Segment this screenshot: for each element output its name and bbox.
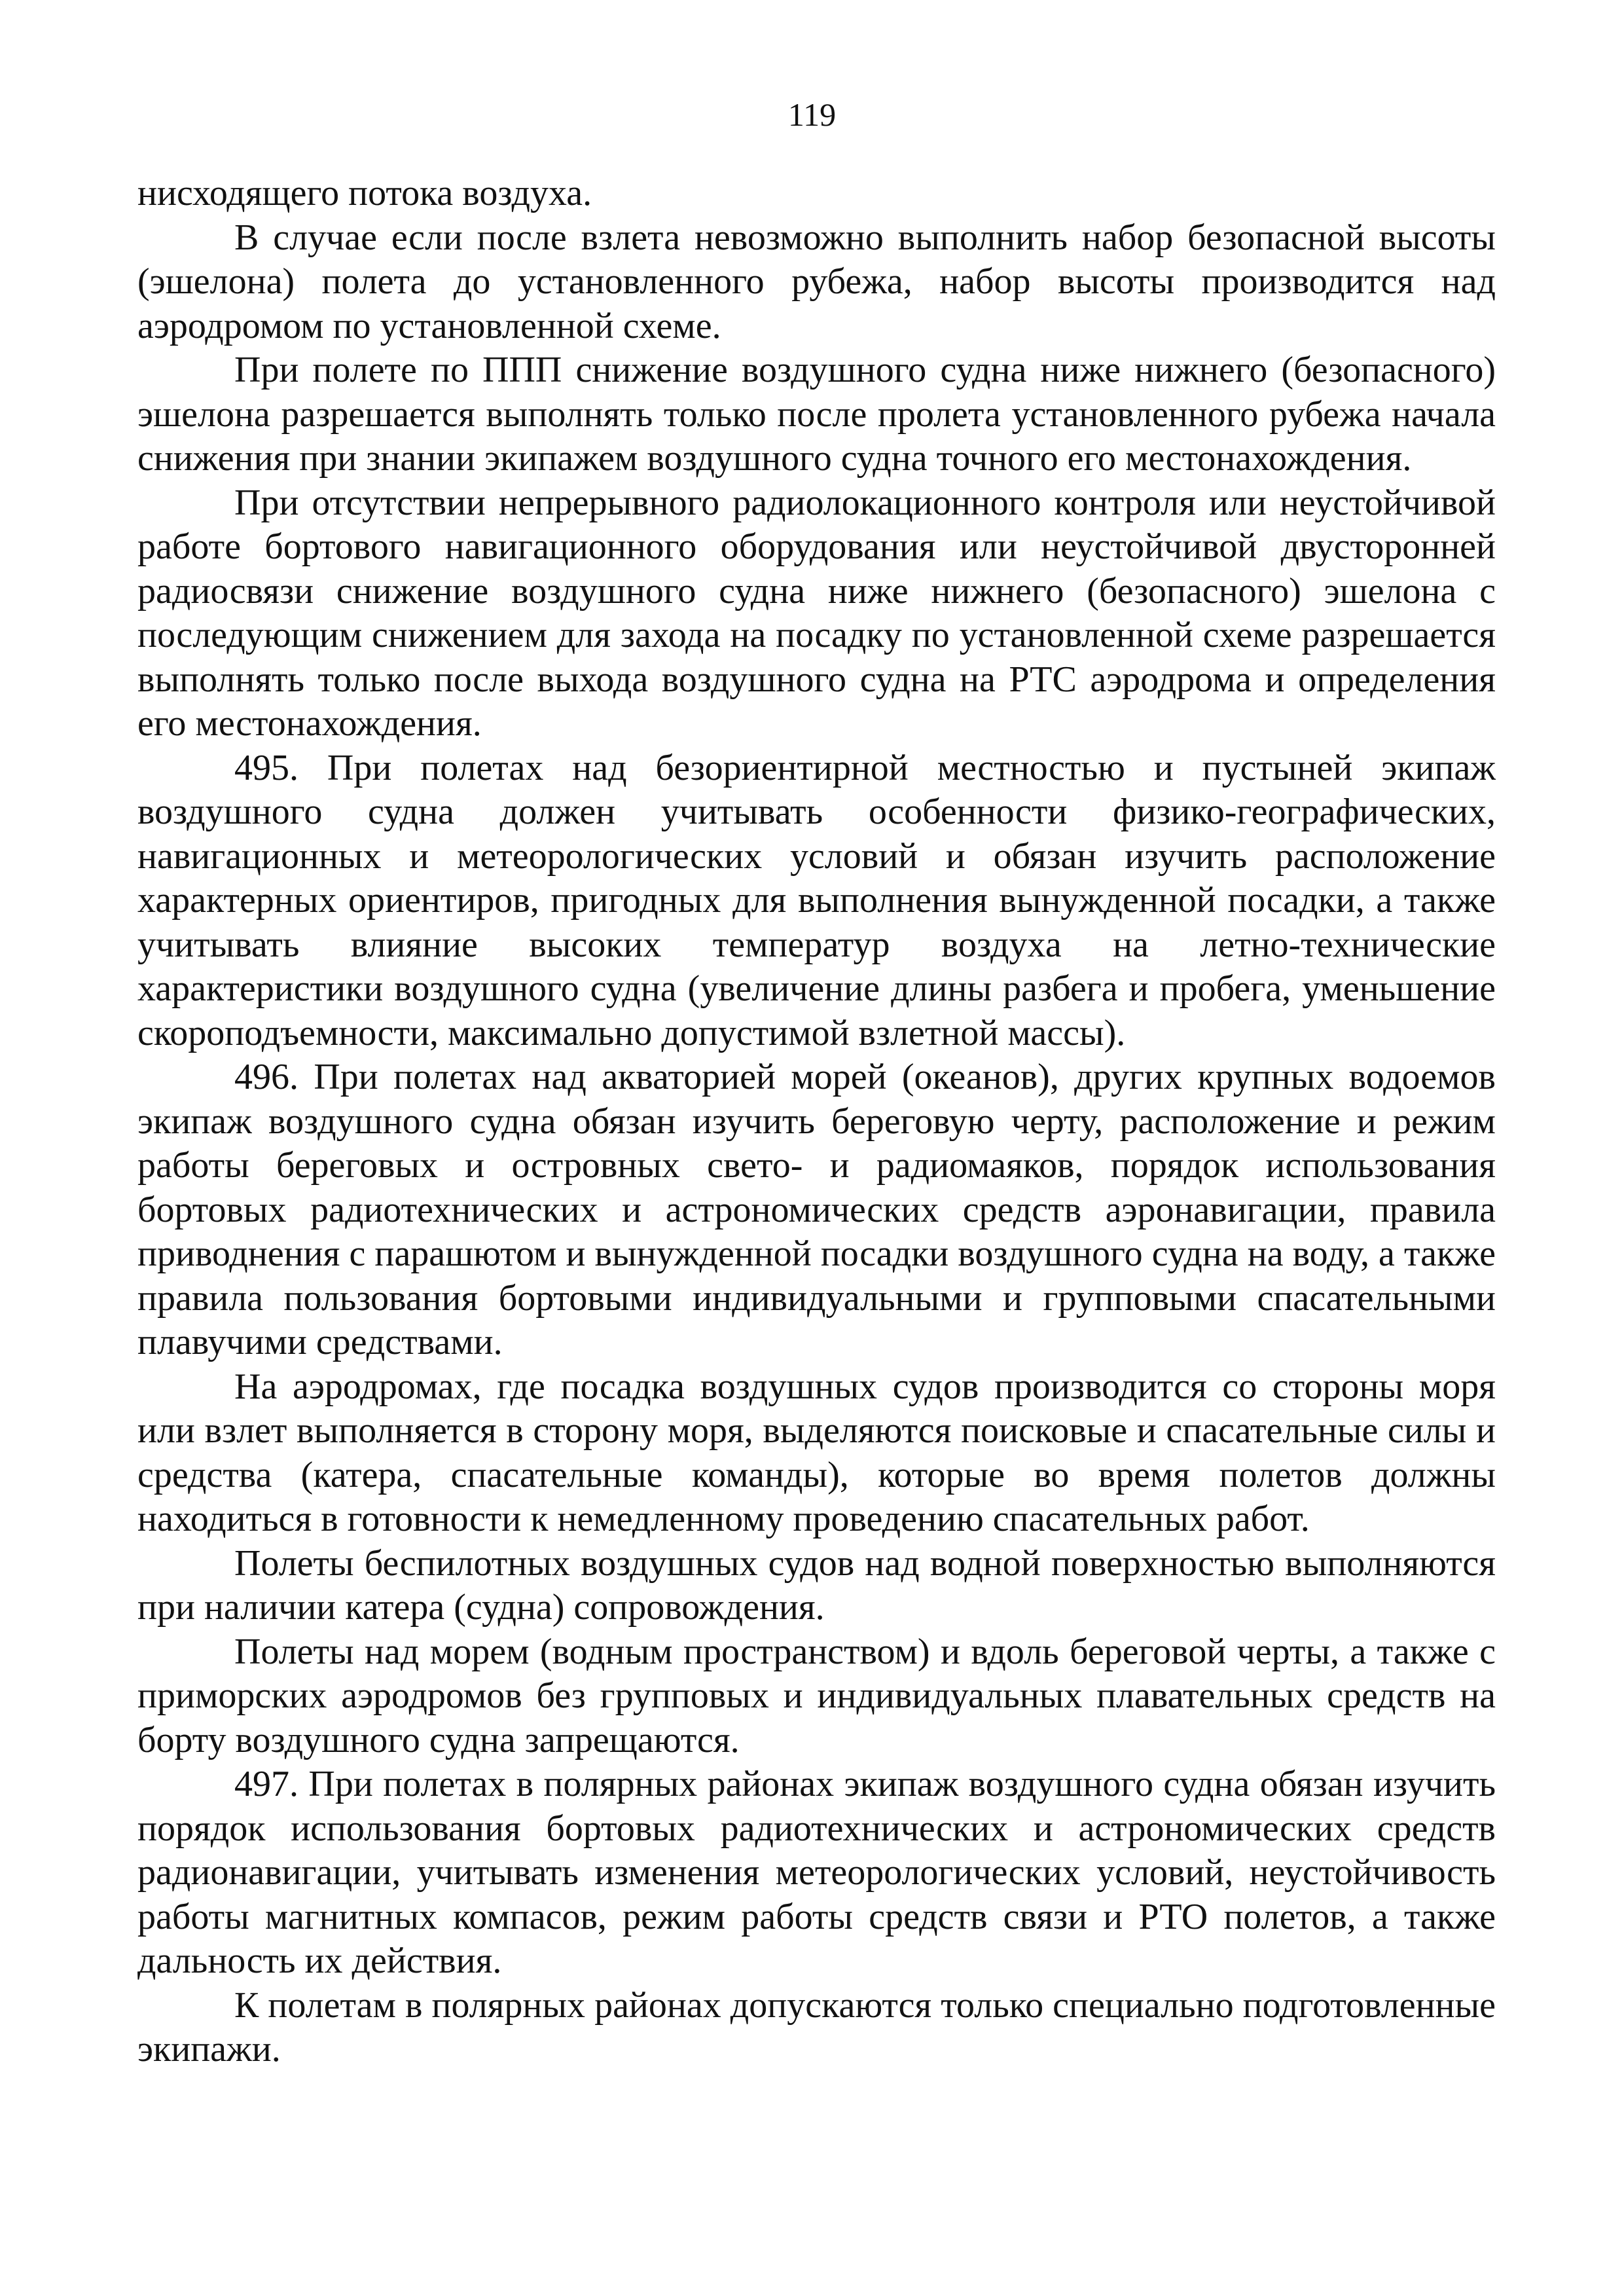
paragraph-4: При отсутствии непрерывного радиолокационного контроля или неустойчивой работе бортового навигационного оборудования или неустойчивой двусторонней радиосвязи снижение воздушного судна ниже нижнего (безопасного) эшелона с последующим снижением для захода на посадку по установленной схеме разрешается выполнять только после выхода воздушного судна на РТС аэродрома и определения его местонахождения. bbox=[137, 482, 1496, 744]
paragraph-497: 497. При полетах в полярных районах экипаж воздушного судна обязан изучить порядок использования бортовых радиотехнических и астрономических средств радионавигации, учитывать изменения метеорологических условий, неустойчивость работы магнитных компасов, режим работы средств связи и РТО полетов, а также дальность их действия. bbox=[137, 1764, 1496, 1981]
paragraph-3: При полете по ППП снижение воздушного судна ниже нижнего (безопасного) эшелона разрешается выполнять только после пролета установленного рубежа начала снижения при знании экипажем воздушного судна точного его местонахождения. bbox=[137, 350, 1496, 479]
paragraph-496: 496. При полетах над акваторией морей (океанов), других крупных водоемов экипаж воздушного судна обязан изучить береговую черту, расположение и режим работы береговых и островных свето- и радиомаяков, порядок использования бортовых радиотехнических и астрономических средств аэронавигации, правила приводнения с парашютом и вынужденной посадки воздушного судна на воду, а также правила пользования бортовыми индивидуальными и групповыми спасательными плавучими средствами. bbox=[137, 1057, 1496, 1362]
paragraph-11: К полетам в полярных районах допускаются только специально подготовленные экипажи. bbox=[137, 1984, 1496, 2069]
paragraph-9: Полеты над морем (водным пространством) и вдоль береговой черты, а также с приморских аэродромов без групповых и индивидуальных плавательных средств на борту воздушного судна запрещаются. bbox=[137, 1631, 1496, 1760]
document-body bbox=[137, 172, 1496, 2072]
paragraph-1: нисходящего потока воздуха. bbox=[137, 173, 592, 213]
paragraph-7: На аэродромах, где посадка воздушных судов производится со стороны моря или взлет выполняется в сторону моря, выделяются поисковые и спасательные силы и средства (катера, спасательные команды), которые во время полетов должны находиться в готовности к немедленному проведению спасательных работ. bbox=[137, 1366, 1496, 1539]
paragraph-2: В случае если после взлета невозможно выполнить набор безопасной высоты (эшелона) полета до установленного рубежа, набор высоты производится над аэродромом по установленной схеме. bbox=[137, 217, 1496, 346]
paragraph-495: 495. При полетах над безориентирной местностью и пустыней экипаж воздушного судна должен учитывать особенности физико-географических, навигационных и метеорологических условий и обязан изучить расположение характерных ориентиров, пригодных для выполнения вынужденной посадки, а также учитывать влияние высоких температур воздуха на летно-технические характеристики воздушного судна (увеличение длины разбега и пробега, уменьшение скороподъемности, максимально допустимой взлетной массы). bbox=[137, 747, 1496, 1053]
page-number: 119 bbox=[787, 96, 837, 133]
paragraph-8: Полеты беспилотных воздушных судов над водной поверхностью выполняются при наличии катера (судна) сопровождения. bbox=[137, 1542, 1496, 1628]
